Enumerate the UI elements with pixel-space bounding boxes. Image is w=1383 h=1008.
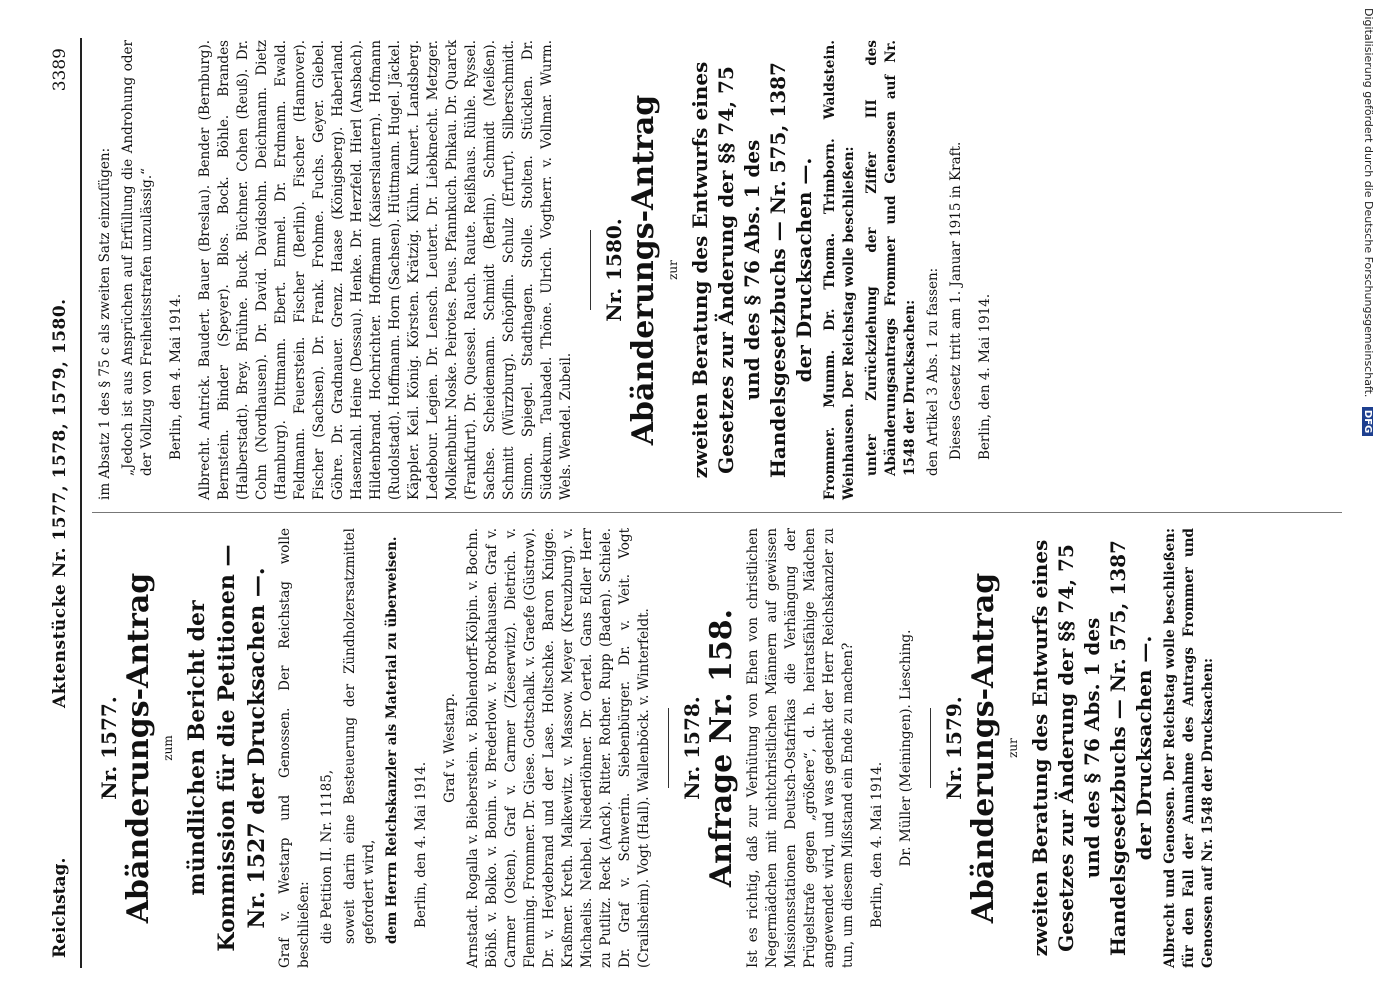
section-subject: zweiten Beratung des Entwurfs eines Gesetzes zur Änderung der §§ 74, 75 und des § 76 Abs. 1 des Handelsgesetzbuchs — Nr. 575, 1387 der Drucksachen —. <box>688 61 816 479</box>
section-title: Abänderungs-Antrag <box>626 94 661 446</box>
section-zur: zur <box>1006 738 1020 758</box>
section-divider <box>668 708 669 788</box>
credit-text: Digitalisierung gefördert durch die Deutsche Forschungsgemeinschaft. <box>1362 8 1375 398</box>
page-number: 3389 <box>50 48 70 92</box>
column-separator <box>92 512 1342 513</box>
section-subject: zweiten Beratung des Entwurfs eines Gesetzes zur Änderung der §§ 74, 75 und des § 76 Abs. 1 des Handelsgesetzbuchs — Nr. 575, 1387 der Drucksachen —. <box>1028 539 1156 957</box>
section-divider <box>930 708 931 788</box>
section-title: Anfrage Nr. 158. <box>704 608 739 888</box>
dfg-logo-icon: DFG <box>1362 407 1373 436</box>
date-text: Berlin, den 4. Mai 1914. <box>168 293 184 460</box>
section-number: Nr. 1580. <box>602 218 626 322</box>
motion-text: Albrecht und Genossen. Der Reichstag wolle beschließen: für den Fall der Annahme des Antrags Frommer und Genossen auf Nr. 1548 der Drucksachen: <box>1162 528 1216 968</box>
digitization-credit <box>1345 8 1375 1008</box>
section-1579 <box>942 528 1218 968</box>
motion-text: Graf v. Westarp und Genossen. Der Reichstag wolle beschließen: <box>277 528 312 968</box>
article-text: den Artikel 3 Abs. 1 zu fassen: <box>925 267 941 476</box>
section-title: Abänderungs-Antrag <box>966 572 1001 924</box>
section-zur: zur <box>666 260 680 280</box>
signer-text: Dr. Müller (Meiningen). Liesching. <box>898 629 914 867</box>
insofar-text: soweit darin eine Besteuerung der Zündholzersatzmittel gefordert wird, <box>342 528 377 944</box>
names-list: Albrecht. Antrick. Baudert. Bauer (Breslau). Bender (Bernburg). Bernstein. Binder (Speyer). Blos. Bock. Böhle. Brandes (Halberstadt). Brey. Brühne. Buck. Büchner. Cohen (Reuß). Dr. Cohn (Nordhausen). Dr. David. Davidsohn. Deichmann. Dietz (Hamburg). Dittmann. Ebert. Emmel. Dr. Erdmann. Ewald. Feldmann. Feuerstein. Fischer (Berlin). Fischer (Hannover). Fischer (Sachsen). Dr. Frank. Frohme. Fuchs. Geyer. Giebel. Göhre. Dr. Gradnauer. Grenz. Haase (Königsberg). Haberland. Hasenzahl. Heine (Dessau). Henke. Dr. Herzfeld. Hierl (Ansbach). Hildenbrand. Hochrichter. Hoffmann (Kaiserslautern). Hofmann (Rudolstadt). Hoffmann. Horn (Sachsen). Hüttmann. Hugel. Jäckel. Käppler. Keil. König. Körsten. Krätzig. Kühn. Kunert. Landsberg. Ledebour. Legien. Dr. Lensch. Leutert. Dr. Liebknecht. Metzger. Molkenbuhr. Noske. Peirotes. Peus. Pfannkuch. Pinkau. Dr. Quarck (Frankfurt). Dr. Quessel. Rauch. Raute. Reißhaus. Rühle. Ryssel. Sachse. Scheidemann. Schmidt (Berlin). Schmidt (Meißen). Schmitt (Würzburg). Schöpflin. Schulz (Erfurt). Silberschmidt. Simon. Spiegel. Stadthagen. Stolle. Stolten. Stücklen. Dr. Südekum. Taubadel. Thöne. Ulrich. Vogtherr. v. Vollmar. Wurm. Wels. Wendel. Zubeil. <box>197 40 574 500</box>
header-left: Reichstag. <box>50 857 70 958</box>
insert-text: im Absatz 1 des § 75 c als zweiten Satz einzufügen: <box>97 147 113 500</box>
date-text: Berlin, den 4. Mai 1914. <box>869 761 885 928</box>
section-1577 <box>97 528 654 968</box>
column-left <box>92 528 1222 968</box>
petition-text: die Petition II. Nr. 11185, <box>319 769 335 944</box>
section-zum: zum <box>161 735 175 761</box>
section-1578 <box>680 528 916 968</box>
withdraw-text: unter Zurückziehung der Ziffer III des Abänderungsantrags Frommer und Genossen auf Nr. 1548 der Drucksachen: <box>864 40 918 476</box>
quote-text: „Jedoch ist aus Ansprüchen auf Erfüllung die Androhung oder der Vollzug von Freiheitsstrafen unzulässig.“ <box>120 40 155 476</box>
names-list: Arnstadt. Rogalla v. Bieberstein. v. Böhlendorff-Kölpin. v. Bochn. Böhß. v. Bolko. v. Bonin. v. Brederlow. v. Brockhausen. Graf v. Carmer (Osten). Graf v. Carmer (Zieserwitz). Dietrich. v. Flemming. Frommer. Dr. Giese. Gottschalk. v. Graefe (Güstrow). Dr. v. Heydebrand und der Lase. Holtschke. Baron Knigge. Kraßmer. Kreth. Malkewitz. v. Massow. Meyer (Kreuzburg). v. Michaelis. Nehbel. Niederlöhner. Dr. Oertel. Gans Edler Herr zu Putlitz. Reck (Anck). Ritter. Rother. Rupp (Baden). Schiele. Dr. Graf v. Schwerin. Siebenbürger. Dr. v. Veit. Vogt (Crailsheim). Vogt (Hall). Wallenböck. v. Winterfeldt. <box>465 528 652 968</box>
column-right <box>92 40 1005 500</box>
law-text: Dieses Gesetz tritt am 1. Januar 1915 in Kraft. <box>948 141 964 460</box>
section-divider <box>590 230 591 310</box>
date-text: Berlin, den 4. Mai 1914. <box>413 761 429 928</box>
section-title: Abänderungs-Antrag <box>121 572 156 924</box>
section-1579-continued <box>96 40 576 500</box>
inquiry-text: Ist es richtig, daß zur Verhütung von Ehen von christlichen Negermädchen mit nichtchristlichen Männern auf gewissen Missionsstationen Deutsch-Ostafrikas die Verhängung der Prügelstrafe gegen „größere“, d. h. heiratsfähige Mädchen angewendet wird, und was gedenkt der Herr Reichskanzler zu tun, um diesem Mißstand ein Ende zu machen? <box>745 528 856 968</box>
section-number: Nr. 1578. <box>680 696 704 800</box>
header-center: Aktenstücke Nr. 1577, 1578, 1579, 1580. <box>50 298 70 708</box>
section-number: Nr. 1577. <box>97 696 121 800</box>
section-number: Nr. 1579. <box>942 696 966 800</box>
date-text: Berlin, den 4. Mai 1914. <box>977 293 993 460</box>
motion-text: Frommer. Mumm. Dr. Thoma. Trimborn. Waldstein. Weinhausen. Der Reichstag wolle beschließen: <box>822 40 857 500</box>
section-1580 <box>602 40 995 500</box>
refer-text: dem Herrn Reichskanzler als Material zu überweisen. <box>384 536 400 944</box>
page-header <box>40 38 80 968</box>
section-subject: mündlichen Bericht der Kommission für die Petitionen — Nr. 1527 der Drucksachen —. <box>184 544 270 952</box>
header-rule <box>80 38 82 968</box>
scanned-page <box>40 38 1370 968</box>
signer-text: Graf v. Westarp. <box>442 693 458 803</box>
